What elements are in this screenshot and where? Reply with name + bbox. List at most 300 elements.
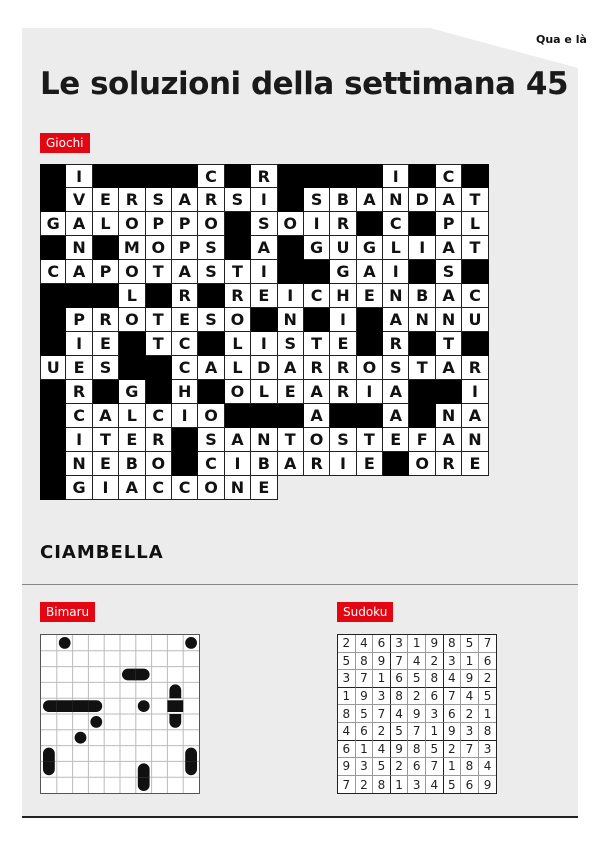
crossword-cell: G bbox=[66, 476, 92, 500]
crossword-cell: O bbox=[409, 452, 435, 476]
crossword-black-cell bbox=[409, 260, 435, 284]
crossword-cell: E bbox=[251, 284, 277, 308]
crossword-cell: T bbox=[146, 308, 172, 332]
crossword-black-cell bbox=[409, 332, 435, 356]
crossword-black-cell bbox=[198, 380, 224, 404]
sudoku-cell: 8 bbox=[408, 741, 426, 759]
crossword-cell: B bbox=[119, 452, 145, 476]
crossword-cell: D bbox=[409, 188, 435, 212]
crossword-cell: T bbox=[462, 236, 488, 260]
sudoku-cell: 1 bbox=[426, 723, 444, 741]
crossword-black-cell bbox=[304, 308, 330, 332]
crossword-cell: T bbox=[436, 332, 462, 356]
crossword-cell: I bbox=[251, 332, 277, 356]
crossword-cell: L bbox=[251, 380, 277, 404]
ship-segment-top bbox=[185, 748, 197, 762]
crossword-cell: T bbox=[278, 428, 304, 452]
crossword-cell: N bbox=[436, 308, 462, 332]
crossword-cell: A bbox=[172, 188, 198, 212]
crossword-cell: L bbox=[93, 212, 119, 236]
ship-segment-bottom bbox=[138, 777, 150, 791]
crossword-cell: A bbox=[251, 236, 277, 260]
crossword-cell: B bbox=[251, 452, 277, 476]
sudoku-cell: 6 bbox=[479, 653, 497, 671]
crossword-black-cell bbox=[330, 164, 356, 188]
crossword-cell: C bbox=[66, 404, 92, 428]
crossword-cell: I bbox=[251, 188, 277, 212]
crossword-cell: I bbox=[330, 452, 356, 476]
sudoku-cell: 2 bbox=[426, 653, 444, 671]
crossword-cell: H bbox=[172, 380, 198, 404]
crossword-cell: I bbox=[66, 428, 92, 452]
crossword-cell: S bbox=[198, 308, 224, 332]
crossword-cell: N bbox=[409, 308, 435, 332]
ship-segment-bottom bbox=[169, 714, 181, 728]
sudoku-cell: 7 bbox=[444, 688, 462, 706]
crossword-cell: R bbox=[119, 188, 145, 212]
crossword-cell: C bbox=[172, 476, 198, 500]
sudoku-cell: 5 bbox=[373, 758, 391, 776]
sudoku-cell: 6 bbox=[356, 723, 374, 741]
crossword-cell: V bbox=[66, 188, 92, 212]
crossword-cell: P bbox=[172, 236, 198, 260]
crossword-black-cell bbox=[251, 404, 277, 428]
crossword-blank bbox=[304, 476, 330, 500]
sudoku-cell: 2 bbox=[408, 688, 426, 706]
crossword-black-cell bbox=[462, 164, 488, 188]
crossword-cell: I bbox=[383, 260, 409, 284]
crossword-cell: A bbox=[357, 188, 383, 212]
crossword-cell: A bbox=[436, 188, 462, 212]
crossword-cell: A bbox=[383, 404, 409, 428]
sudoku-cell: 3 bbox=[479, 741, 497, 759]
sudoku-cell: 8 bbox=[338, 705, 356, 723]
crossword-cell: A bbox=[93, 404, 119, 428]
crossword-cell: G bbox=[304, 236, 330, 260]
crossword-cell: D bbox=[251, 356, 277, 380]
sudoku-label: Sudoku bbox=[337, 602, 393, 622]
crossword-cell: P bbox=[436, 212, 462, 236]
crossword-cell: U bbox=[330, 236, 356, 260]
ship-segment-circle bbox=[138, 700, 150, 712]
crossword-cell: I bbox=[304, 212, 330, 236]
sudoku-cell: 8 bbox=[373, 776, 391, 794]
sudoku-cell: 4 bbox=[373, 741, 391, 759]
crossword-black-cell bbox=[409, 164, 435, 188]
crossword-grid bbox=[40, 164, 489, 500]
sudoku-cell: 8 bbox=[479, 723, 497, 741]
crossword-cell: R bbox=[198, 188, 224, 212]
crossword-black-cell bbox=[93, 284, 119, 308]
crossword-black-cell bbox=[40, 428, 66, 452]
crossword-cell: L bbox=[383, 236, 409, 260]
sudoku-cell: 2 bbox=[356, 776, 374, 794]
sudoku-cell: 5 bbox=[408, 670, 426, 688]
crossword-cell: B bbox=[330, 188, 356, 212]
crossword-cell: R bbox=[304, 356, 330, 380]
crossword-cell: I bbox=[330, 308, 356, 332]
crossword-cell: L bbox=[119, 404, 145, 428]
crossword-cell: T bbox=[93, 428, 119, 452]
crossword-cell: N bbox=[225, 476, 251, 500]
crossword-cell: G bbox=[40, 212, 66, 236]
crossword-cell: S bbox=[278, 332, 304, 356]
crossword-black-cell bbox=[40, 452, 66, 476]
sudoku-cell: 6 bbox=[373, 635, 391, 653]
sudoku-cell: 6 bbox=[408, 758, 426, 776]
sudoku-cell: 8 bbox=[426, 670, 444, 688]
sudoku-cell: 9 bbox=[408, 705, 426, 723]
crossword-cell: I bbox=[93, 476, 119, 500]
crossword-cell: C bbox=[304, 284, 330, 308]
crossword-cell: C bbox=[146, 404, 172, 428]
crossword-cell: E bbox=[119, 428, 145, 452]
crossword-cell: A bbox=[304, 404, 330, 428]
crossword-cell: G bbox=[357, 236, 383, 260]
crossword-cell: N bbox=[462, 428, 488, 452]
crossword-cell: A bbox=[304, 380, 330, 404]
crossword-cell: O bbox=[146, 236, 172, 260]
crossword-cell: R bbox=[383, 332, 409, 356]
crossword-black-cell bbox=[93, 380, 119, 404]
crossword-cell: N bbox=[66, 452, 92, 476]
crossword-cell: E bbox=[251, 476, 277, 500]
crossword-cell: S bbox=[304, 188, 330, 212]
sudoku-cell: 7 bbox=[338, 776, 356, 794]
sudoku-cell: 2 bbox=[461, 705, 479, 723]
crossword-black-cell bbox=[172, 164, 198, 188]
ship-segment-circle bbox=[185, 637, 197, 649]
crossword-cell: C bbox=[462, 284, 488, 308]
crossword-cell: A bbox=[66, 212, 92, 236]
crossword-cell: O bbox=[357, 356, 383, 380]
crossword-cell: A bbox=[225, 428, 251, 452]
crossword-blank bbox=[278, 476, 304, 500]
crossword-black-cell bbox=[146, 380, 172, 404]
crossword-cell: N bbox=[383, 284, 409, 308]
crossword-cell: R bbox=[251, 164, 277, 188]
crossword-cell: O bbox=[119, 308, 145, 332]
sudoku-cell: 5 bbox=[338, 653, 356, 671]
crossword-cell: P bbox=[66, 308, 92, 332]
crossword-cell: A bbox=[383, 308, 409, 332]
crossword-cell: S bbox=[330, 428, 356, 452]
crossword-cell: S bbox=[198, 428, 224, 452]
crossword-black-cell bbox=[40, 164, 66, 188]
crossword-blank bbox=[357, 476, 383, 500]
crossword-blank bbox=[330, 476, 356, 500]
crossword-cell: O bbox=[198, 212, 224, 236]
crossword-cell: N bbox=[436, 404, 462, 428]
sudoku-cell: 1 bbox=[479, 705, 497, 723]
crossword-cell: O bbox=[119, 260, 145, 284]
giochi-label: Giochi bbox=[40, 133, 90, 153]
ship-segment-circle bbox=[59, 637, 71, 649]
crossword-cell: C bbox=[198, 164, 224, 188]
crossword-cell: E bbox=[172, 308, 198, 332]
sudoku-cell: 7 bbox=[408, 723, 426, 741]
crossword-black-cell bbox=[251, 308, 277, 332]
crossword-cell: O bbox=[225, 380, 251, 404]
crossword-cell: E bbox=[330, 332, 356, 356]
crossword-cell: I bbox=[409, 236, 435, 260]
crossword-cell: E bbox=[357, 284, 383, 308]
crossword-cell: R bbox=[330, 380, 356, 404]
crossword-black-cell bbox=[40, 308, 66, 332]
sudoku-cell: 6 bbox=[391, 670, 409, 688]
sudoku-cell: 3 bbox=[426, 705, 444, 723]
crossword-cell: P bbox=[93, 260, 119, 284]
crossword-cell: B bbox=[409, 284, 435, 308]
sudoku-cell: 1 bbox=[373, 670, 391, 688]
crossword-cell: A bbox=[172, 260, 198, 284]
crossword-blank bbox=[462, 476, 488, 500]
crossword-cell: R bbox=[330, 356, 356, 380]
crossword-cell: T bbox=[225, 260, 251, 284]
ship-segment-mid bbox=[73, 700, 89, 712]
crossword-black-cell bbox=[40, 236, 66, 260]
crossword-cell: S bbox=[146, 188, 172, 212]
sudoku-cell: 8 bbox=[444, 635, 462, 653]
crossword-black-cell bbox=[146, 356, 172, 380]
ship-segment-right bbox=[136, 669, 150, 681]
sudoku-cell: 4 bbox=[479, 758, 497, 776]
crossword-cell: O bbox=[304, 428, 330, 452]
crossword-cell: E bbox=[357, 452, 383, 476]
crossword-cell: C bbox=[436, 164, 462, 188]
crossword-black-cell bbox=[119, 164, 145, 188]
sudoku-cell: 8 bbox=[461, 758, 479, 776]
crossword-cell: L bbox=[225, 356, 251, 380]
crossword-black-cell bbox=[172, 428, 198, 452]
sudoku-grid bbox=[337, 634, 497, 794]
sudoku-cell: 9 bbox=[426, 635, 444, 653]
crossword-cell: R bbox=[146, 428, 172, 452]
ship-segment-mid bbox=[167, 700, 183, 712]
sudoku-cell: 6 bbox=[444, 705, 462, 723]
crossword-black-cell bbox=[330, 404, 356, 428]
crossword-cell: A bbox=[198, 356, 224, 380]
crossword-cell: A bbox=[278, 356, 304, 380]
sudoku-cell: 1 bbox=[338, 688, 356, 706]
crossword-black-cell bbox=[383, 452, 409, 476]
crossword-black-cell bbox=[357, 404, 383, 428]
crossword-cell: P bbox=[172, 212, 198, 236]
crossword-cell: E bbox=[462, 452, 488, 476]
ship-segment-bottom bbox=[43, 761, 55, 775]
crossword-cell: R bbox=[172, 284, 198, 308]
sudoku-cell: 2 bbox=[338, 635, 356, 653]
crossword-cell: A bbox=[436, 428, 462, 452]
crossword-cell: I bbox=[172, 404, 198, 428]
sudoku-cell: 7 bbox=[461, 741, 479, 759]
crossword-black-cell bbox=[357, 332, 383, 356]
crossword-cell: L bbox=[119, 284, 145, 308]
sudoku-cell: 7 bbox=[356, 670, 374, 688]
crossword-cell: A bbox=[357, 260, 383, 284]
sudoku-cell: 5 bbox=[479, 688, 497, 706]
sudoku-cell: 2 bbox=[391, 758, 409, 776]
crossword-cell: C bbox=[172, 356, 198, 380]
crossword-black-cell bbox=[93, 236, 119, 260]
crossword-cell: E bbox=[278, 380, 304, 404]
sudoku-cell: 9 bbox=[373, 653, 391, 671]
crossword-black-cell bbox=[357, 212, 383, 236]
sudoku-cell: 2 bbox=[479, 670, 497, 688]
crossword-black-cell bbox=[40, 476, 66, 500]
crossword-black-cell bbox=[278, 188, 304, 212]
sudoku-cell: 8 bbox=[356, 653, 374, 671]
crossword-cell: S bbox=[436, 260, 462, 284]
crossword-cell: S bbox=[225, 188, 251, 212]
crossword-cell: R bbox=[462, 356, 488, 380]
sudoku-cell: 3 bbox=[338, 670, 356, 688]
crossword-cell: C bbox=[198, 452, 224, 476]
crossword-cell: N bbox=[251, 428, 277, 452]
crossword-cell: C bbox=[172, 332, 198, 356]
crossword-cell: L bbox=[225, 332, 251, 356]
crossword-cell: I bbox=[66, 164, 92, 188]
crossword-cell: I bbox=[357, 380, 383, 404]
crossword-black-cell bbox=[225, 236, 251, 260]
crossword-cell: A bbox=[436, 236, 462, 260]
sudoku-cell: 9 bbox=[444, 723, 462, 741]
crossword-cell: T bbox=[304, 332, 330, 356]
crossword-black-cell bbox=[462, 332, 488, 356]
crossword-black-cell bbox=[198, 332, 224, 356]
crossword-black-cell bbox=[146, 284, 172, 308]
sudoku-cell: 3 bbox=[461, 723, 479, 741]
crossword-cell: C bbox=[383, 212, 409, 236]
sudoku-cell: 3 bbox=[356, 758, 374, 776]
sudoku-cell: 9 bbox=[338, 758, 356, 776]
crossword-black-cell bbox=[146, 164, 172, 188]
crossword-black-cell bbox=[304, 260, 330, 284]
crossword-cell: O bbox=[119, 212, 145, 236]
crossword-blank bbox=[409, 476, 435, 500]
crossword-black-cell bbox=[119, 356, 145, 380]
bimaru-label: Bimaru bbox=[40, 602, 95, 622]
sudoku-cell: 1 bbox=[391, 776, 409, 794]
ship-segment-top bbox=[138, 763, 150, 777]
crossword-cell: S bbox=[93, 356, 119, 380]
crossword-cell: I bbox=[66, 332, 92, 356]
sudoku-cell: 7 bbox=[426, 758, 444, 776]
crossword-cell: P bbox=[146, 212, 172, 236]
page-title: Le soluzioni della settimana 45 bbox=[40, 66, 569, 102]
crossword-cell: C bbox=[146, 476, 172, 500]
ship-segment-bottom bbox=[185, 761, 197, 775]
ship-segment-circle bbox=[90, 716, 102, 728]
crossword-cell: T bbox=[409, 356, 435, 380]
crossword-cell: R bbox=[225, 284, 251, 308]
crossword-cell: E bbox=[66, 356, 92, 380]
crossword-cell: O bbox=[278, 212, 304, 236]
crossword-black-cell bbox=[357, 164, 383, 188]
bottom-rule bbox=[22, 816, 578, 818]
sudoku-cell: 1 bbox=[444, 758, 462, 776]
crossword-black-cell bbox=[40, 404, 66, 428]
sudoku-cell: 6 bbox=[426, 688, 444, 706]
ship-segment-mid bbox=[57, 700, 73, 712]
crossword-cell: S bbox=[198, 236, 224, 260]
crossword-cell: R bbox=[93, 308, 119, 332]
crossword-cell: A bbox=[383, 380, 409, 404]
sudoku-cell: 2 bbox=[373, 723, 391, 741]
crossword-cell: H bbox=[330, 284, 356, 308]
ship-segment-left bbox=[122, 669, 136, 681]
crossword-cell: A bbox=[436, 284, 462, 308]
section-tag: Qua e là bbox=[536, 33, 587, 46]
crossword-cell: T bbox=[462, 188, 488, 212]
sudoku-cell: 9 bbox=[356, 688, 374, 706]
crossword-black-cell bbox=[357, 308, 383, 332]
sudoku-cell: 6 bbox=[338, 741, 356, 759]
crossword-blank bbox=[436, 476, 462, 500]
crossword-black-cell bbox=[198, 284, 224, 308]
crossword-cell: M bbox=[119, 236, 145, 260]
sudoku-cell: 3 bbox=[373, 688, 391, 706]
sudoku-cell: 7 bbox=[479, 635, 497, 653]
sudoku-cell: 3 bbox=[444, 653, 462, 671]
crossword-black-cell bbox=[172, 452, 198, 476]
crossword-cell: E bbox=[93, 332, 119, 356]
crossword-black-cell bbox=[278, 404, 304, 428]
sudoku-cell: 9 bbox=[461, 670, 479, 688]
crossword-black-cell bbox=[278, 236, 304, 260]
crossword-cell: A bbox=[278, 452, 304, 476]
crossword-cell: T bbox=[146, 260, 172, 284]
divider bbox=[22, 584, 578, 585]
sudoku-cell: 1 bbox=[461, 653, 479, 671]
crossword-cell: T bbox=[357, 428, 383, 452]
sudoku-cell: 6 bbox=[461, 776, 479, 794]
sudoku-cell: 5 bbox=[391, 723, 409, 741]
crossword-cell: I bbox=[383, 164, 409, 188]
crossword-black-cell bbox=[436, 380, 462, 404]
crossword-black-cell bbox=[225, 404, 251, 428]
crossword-cell: U bbox=[462, 308, 488, 332]
ship-segment-circle bbox=[75, 732, 87, 744]
crossword-black-cell bbox=[119, 332, 145, 356]
crossword-black-cell bbox=[409, 212, 435, 236]
crossword-cell: I bbox=[462, 380, 488, 404]
crossword-black-cell bbox=[225, 212, 251, 236]
sudoku-cell: 4 bbox=[391, 705, 409, 723]
crossword-cell: S bbox=[198, 260, 224, 284]
crossword-cell: G bbox=[119, 380, 145, 404]
sudoku-cell: 4 bbox=[444, 670, 462, 688]
crossword-cell: A bbox=[119, 476, 145, 500]
ship-segment-left bbox=[43, 700, 57, 712]
sudoku-cell: 2 bbox=[444, 741, 462, 759]
crossword-black-cell bbox=[409, 380, 435, 404]
sudoku-cell: 7 bbox=[373, 705, 391, 723]
crossword-cell: O bbox=[198, 404, 224, 428]
crossword-cell: L bbox=[462, 212, 488, 236]
crossword-cell: T bbox=[146, 332, 172, 356]
sudoku-cell: 9 bbox=[391, 741, 409, 759]
crossword-black-cell bbox=[225, 164, 251, 188]
crossword-cell: A bbox=[66, 260, 92, 284]
crossword-cell: R bbox=[66, 380, 92, 404]
crossword-cell: R bbox=[436, 452, 462, 476]
sudoku-cell: 7 bbox=[391, 653, 409, 671]
crossword-cell: O bbox=[225, 308, 251, 332]
sudoku-cell: 1 bbox=[356, 741, 374, 759]
crossword-cell: E bbox=[93, 452, 119, 476]
crossword-cell: G bbox=[330, 260, 356, 284]
